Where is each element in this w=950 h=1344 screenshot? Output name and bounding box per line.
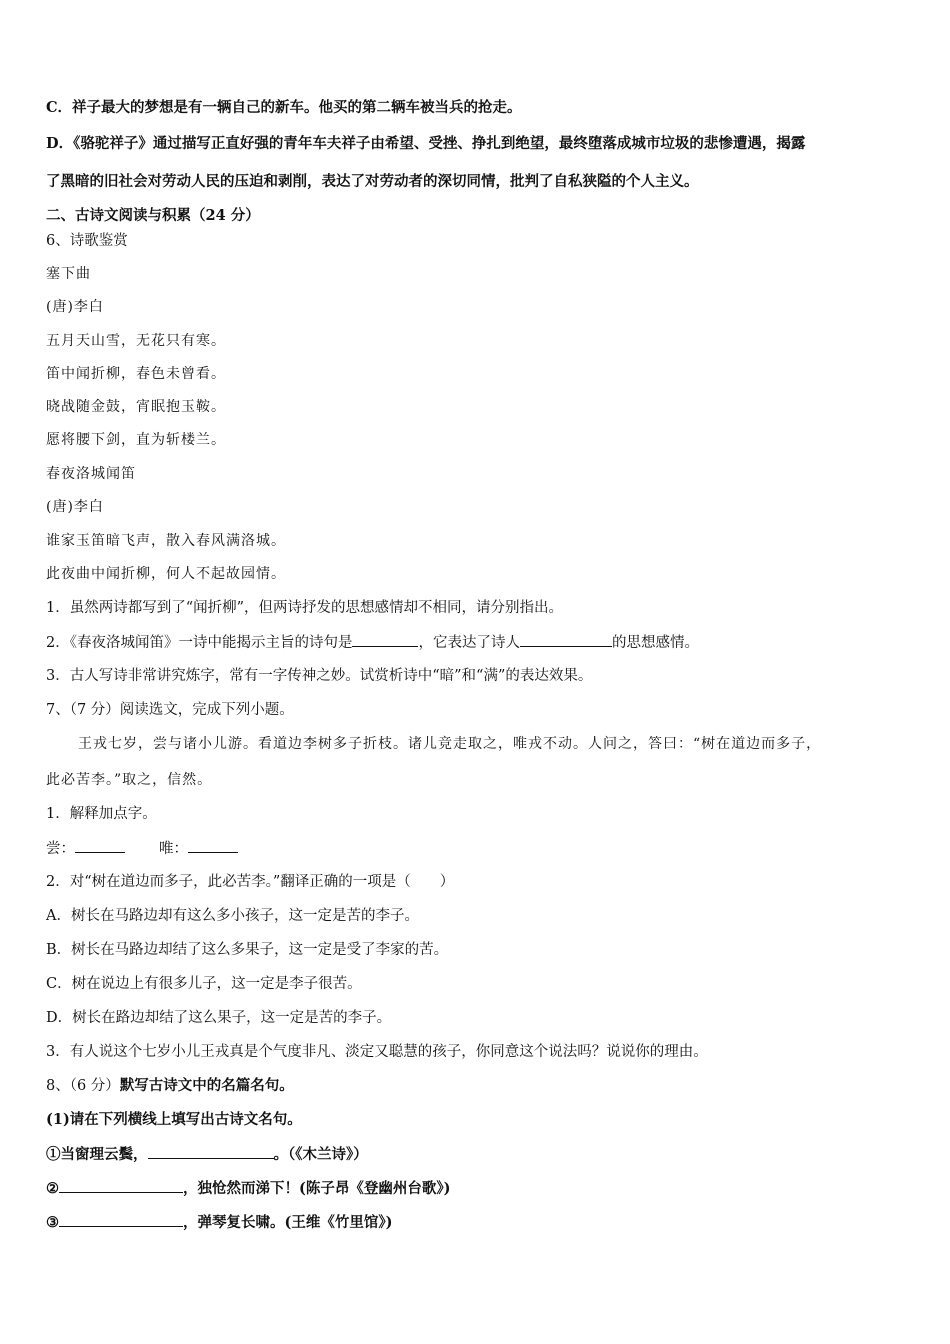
q7-sub1: 1．解释加点字。 (46, 806, 157, 822)
answer-blank-wei[interactable] (188, 838, 238, 853)
q7-sub2: 2．对“树在道边而多子，此必苦李。”翻译正确的一项是（ ） (46, 874, 455, 890)
q8-item1-text-a: ①当窗理云鬓， (46, 1146, 148, 1163)
option-d-line1: D．《骆驼祥子》通过描写正直好强的青年车夫祥子由希望、受挫、挣扎到绝望，最终堕落成城市垃圾的悲惨遭遇，揭露 (46, 135, 806, 152)
label-chang: 尝： (46, 841, 75, 857)
q6-sub3: 3．古人写诗非常讲究炼字，常有一字传神之妙。试赏析诗中“暗”和“满”的表达效果。 (46, 668, 593, 684)
poem2-title: 春夜洛城闻笛 (46, 466, 136, 482)
q6-sub2-text-c: 的思想感情。 (611, 635, 699, 651)
q8-item3-text-b: ，弹琴复长啸。(王维《竹里馆》) (183, 1214, 393, 1231)
option-d-line2: 了黑暗的旧社会对劳动人民的压迫和剥削，表达了对劳动者的深切同情，批判了自私狭隘的个人主义。 (46, 173, 699, 190)
q6-sub2 (46, 632, 699, 653)
q7-option-b: B．树长在马路边却结了这么多果子，这一定是受了李家的苦。 (46, 942, 449, 958)
answer-blank[interactable] (59, 1178, 183, 1193)
q8-heading (46, 1076, 294, 1096)
answer-blank[interactable] (148, 1144, 274, 1159)
q7-passage-line1: 王戎七岁，尝与诸小儿游。看道边李树多子折枝。诸儿竞走取之，唯戎不动。人问之，答曰：“树在道边而多子， (78, 736, 822, 752)
poem2-line: 此夜曲中闻折柳，何人不起故园情。 (46, 566, 286, 582)
q8-item2-text-a: ② (46, 1180, 59, 1197)
q7-sub3: 3．有人说这个七岁小儿王戎真是个气度非凡、淡定又聪慧的孩子，你同意这个说法吗？说说你的理由。 (46, 1044, 708, 1060)
q8-item1-text-b: 。（《木兰诗》） (273, 1146, 368, 1163)
answer-blank[interactable] (59, 1212, 183, 1227)
q7-option-c: C．树在说边上有很多儿子，这一定是李子很苦。 (46, 976, 362, 992)
q8-item1 (46, 1144, 368, 1165)
section-heading: 二、古诗文阅读与积累（24 分） (46, 207, 260, 224)
poem1-author: (唐)李白 (46, 299, 104, 315)
q6-sub1: 1．虽然两诗都写到了“闻折柳”，但两诗抒发的思想感情却不相同，请分别指出。 (46, 600, 564, 616)
q8-item2-text-b: ，独怆然而涕下！(陈子昂《登幽州台歌》) (183, 1180, 451, 1197)
label-wei: 唯： (159, 841, 188, 857)
q7-sub1-blanks (46, 838, 238, 859)
q8-item2 (46, 1178, 450, 1199)
poem1-line: 五月天山雪，无花只有寒。 (46, 333, 226, 349)
q6-heading: 6、诗歌鉴赏 (46, 233, 128, 249)
q8-item3 (46, 1212, 392, 1233)
poem1-line: 晓战随金鼓，宵眠抱玉鞍。 (46, 399, 226, 415)
q7-passage-line2: 此必苦李。”取之，信然。 (46, 772, 213, 788)
poem2-line: 谁家玉笛暗飞声，散入春风满洛城。 (46, 533, 286, 549)
q7-option-d: D．树长在路边却结了这么果子，这一定是苦的李子。 (46, 1010, 392, 1026)
q7-option-a: A．树长在马路边却有这么多小孩子，这一定是苦的李子。 (46, 908, 419, 924)
q7-heading: 7、（7 分）阅读选文，完成下列小题。 (46, 702, 294, 718)
q8-item3-text-a: ③ (46, 1214, 59, 1231)
poem2-author: (唐)李白 (46, 499, 104, 515)
q6-sub2-text-b: ，它表达了诗人 (418, 635, 520, 651)
answer-blank[interactable] (352, 632, 418, 647)
q8-sub1: (1)请在下列横线上填写出古诗文名句。 (46, 1111, 302, 1128)
poem1-title: 塞下曲 (46, 266, 91, 282)
option-c: C．祥子最大的梦想是有一辆自己的新车。他买的第二辆车被当兵的抢走。 (46, 99, 522, 116)
answer-blank[interactable] (520, 632, 612, 647)
q8-heading-text: 默写古诗文中的名篇名句。 (119, 1077, 294, 1094)
poem1-line: 愿将腰下剑，直为斩楼兰。 (46, 432, 226, 448)
poem1-line: 笛中闻折柳，春色未曾看。 (46, 366, 226, 382)
q8-number: 8、（6 分） (46, 1078, 120, 1094)
answer-blank-chang[interactable] (75, 838, 125, 853)
q6-sub2-text-a: 2．《春夜洛城闻笛》一诗中能揭示主旨的诗句是 (46, 635, 353, 651)
